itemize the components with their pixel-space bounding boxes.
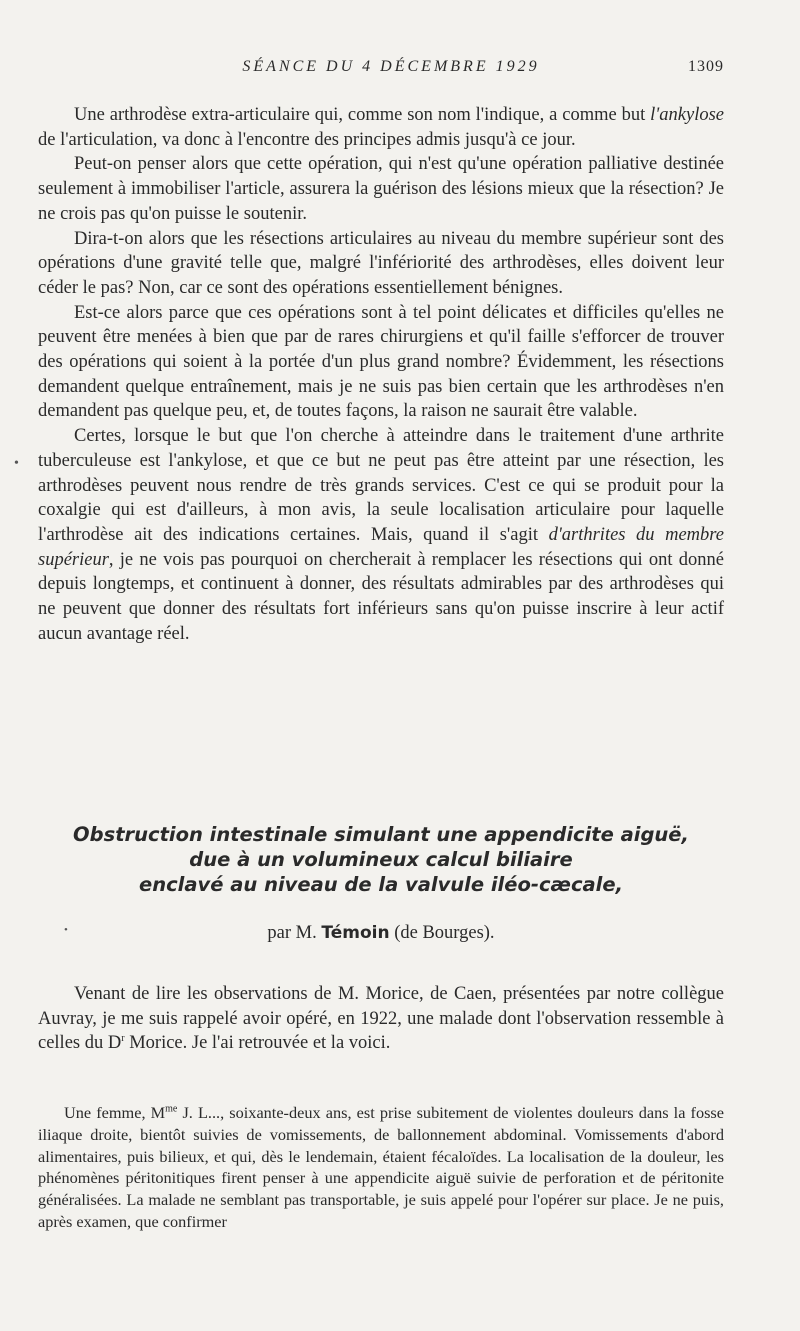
page-number: 1309	[688, 58, 724, 75]
paragraph: Est-ce alors parce que ces opérations sont à tel point délicates et difficiles qu'elles ne peuvent être menées à bien que par de rares chirurgiens et qu'il faille s'efforcer de trouver des opérations qui soient à la portée d'un plus grand nombre? Évidemment, les résections demandent quelque entraînement, mais je ne suis pas bien certain que les arthrodèses n'en demandent pas quelque peu, et, de toutes façons, la raison ne saurait être valable.	[38, 302, 724, 422]
article-title-line: enclavé au niveau de la valvule iléo-cæcale,	[139, 873, 623, 896]
article-title-line: Obstruction intestinale simulant une appendicite aiguë,	[73, 823, 689, 846]
article-title	[38, 822, 724, 897]
author-byline: par M. Témoin (de Bourges).	[267, 923, 495, 943]
paragraph: Une femme, $M^{me}$ J. L..., soixante-deux ans, est prise subitement de violentes douleurs dans la fosse iliaque droite, bientôt suivies de vomissements, de ballonnement abdominal. Vomissements d'abord alimentaires, puis bilieux, et qui, dès le lendemain, étaient fécaloïdes. La localisation de la douleur, les phénomènes péritonitiques firent penser à une appendicite aiguë suivie de perforation et de péritonite généralisées. La malade ne semblant pas transportable, je suis appelé pour l'opérer sur place. Je ne puis, après examen, que confirmer	[38, 1103, 724, 1231]
case-observation	[38, 1102, 724, 1233]
author-name: Témoin	[321, 923, 390, 943]
margin-dot-icon: •	[14, 456, 19, 471]
paragraph: Une arthrodèse extra-articulaire qui, comme son nom l'indique, a comme but l'ankylose de l'articulation, va donc à l'encontre des principes admis jusqu'à ce jour.	[38, 105, 724, 150]
paragraph: Venant de lire les observations de M. Morice, de Caen, présentées par notre collègue Auvray, je me suis rappelé avoir opéré, en 1922, une malade dont l'observation ressemble à celles du $D^r$ Morice. Je l'ai retrouvée et la voici.	[38, 984, 724, 1054]
paragraph: Dira-t-on alors que les résections articulaires au niveau du membre supérieur sont des opérations d'une gravité telle que, malgré l'infériorité des arthrodèses, elles doivent leur céder le pas? Non, car ce sont des opérations essentiellement bénignes.	[38, 228, 724, 298]
article-title-line: due à un volumineux calcul biliaire	[189, 848, 573, 871]
article-body	[38, 982, 724, 1056]
paragraph: Certes, lorsque le but que l'on cherche à atteindre dans le traitement d'une arthrite tuberculeuse est l'ankylose, et que ce but ne peut pas être atteint par une résection, les arthrodèses peuvent nous rendre de très grands services. C'est ce qui se produit pour la coxalgie qui est d'ailleurs, à mon avis, la seule localisation articulaire pour laquelle l'arthrodèse ait des indications certaines. Mais, quand il s'agit d'arthrites du membre supérieur, je ne vois pas pourquoi on chercherait à remplacer les résections qui ont donné depuis longtemps, et continuent à donner, des résultats admirables par des arthrodèses qui ne peuvent que donner des résultats fort inférieurs sans qu'on puisse inscrire à leur actif aucun avantage réel.	[38, 426, 725, 644]
margin-dot-icon: •	[64, 924, 68, 936]
body-text-continued	[38, 103, 724, 646]
paragraph: Peut-on penser alors que cette opération, qui n'est qu'une opération palliative destinée seulement à immobiliser l'article, assurera la guérison des lésions mieux que la résection? Je ne crois pas qu'on puisse le soutenir.	[38, 154, 724, 224]
page-header	[38, 58, 724, 84]
running-title: SÉANCE DU 4 DÉCEMBRE 1929	[242, 58, 540, 75]
